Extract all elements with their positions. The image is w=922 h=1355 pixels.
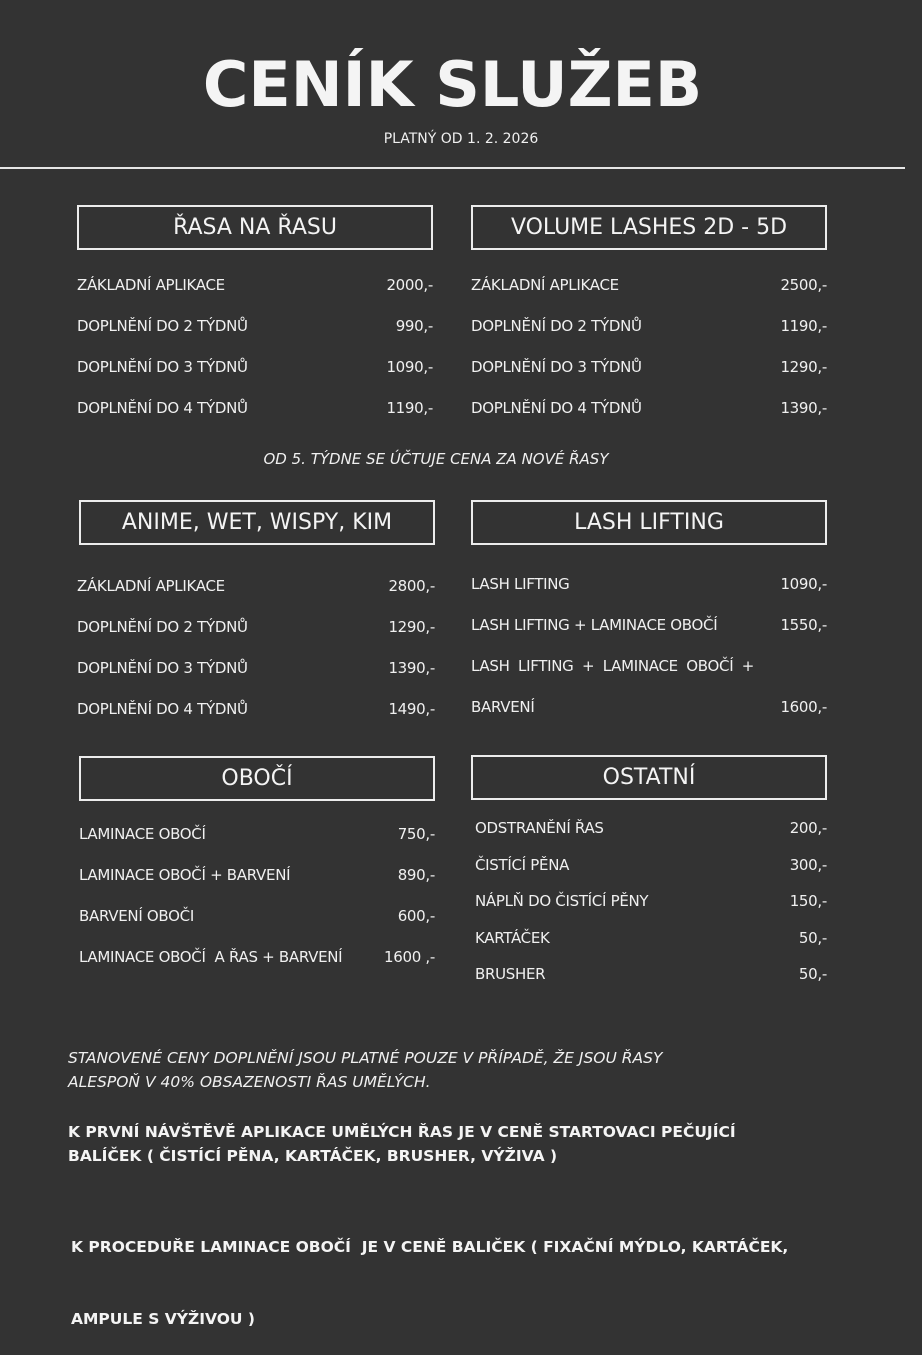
lamination-note — [71, 1187, 851, 1355]
price-row — [475, 920, 827, 957]
service-label: DOPLNĚNÍ DO 3 TÝDNŮ — [77, 658, 248, 677]
section-title: OSTATNÍ — [471, 755, 827, 800]
service-label: BARVENÍ — [471, 697, 535, 716]
service-price: 1390,- — [780, 398, 827, 417]
price-row — [471, 604, 827, 645]
price-row — [77, 565, 435, 606]
price-row — [471, 563, 827, 604]
service-price: 1090,- — [780, 574, 827, 593]
service-label: ZÁKLADNÍ APLIKACE — [471, 275, 619, 294]
service-price: 990,- — [395, 316, 433, 335]
price-row — [471, 305, 827, 346]
section-ostatni — [471, 755, 827, 993]
service-price: 50,- — [798, 928, 827, 947]
section-title: ŘASA NA ŘASU — [77, 205, 433, 250]
header-divider — [0, 167, 905, 169]
service-price: 1390,- — [388, 658, 435, 677]
service-price: 50,- — [798, 965, 827, 984]
price-row — [475, 883, 827, 920]
price-row — [471, 686, 827, 727]
service-label: DOPLNĚNÍ DO 4 TÝDNŮ — [471, 398, 642, 417]
refill-condition-note — [68, 1046, 828, 1094]
service-label: KARTÁČEK — [475, 928, 550, 947]
service-label: DOPLNĚNÍ DO 2 TÝDNŮ — [77, 316, 248, 335]
note-line: BALÍČEK ( ČISTÍCÍ PĚNA, KARTÁČEK, BRUSHER, VÝŽIVA ) — [68, 1147, 558, 1165]
service-price: 1190,- — [386, 398, 433, 417]
service-price: 1090,- — [386, 357, 433, 376]
service-label: LAMINACE OBOČÍ — [79, 824, 206, 843]
note-line: STANOVENÉ CENY DOPLNĚNÍ JSOU PLATNÉ POUZE V PŘÍPADĚ, ŽE JSOU ŘASY — [68, 1049, 663, 1067]
service-price: 1290,- — [780, 357, 827, 376]
service-price: 750,- — [397, 824, 435, 843]
price-row — [77, 647, 435, 688]
price-row — [471, 645, 827, 686]
service-price: 150,- — [789, 892, 827, 911]
price-row — [77, 606, 435, 647]
service-price: 600,- — [397, 906, 435, 925]
section-title: VOLUME LASHES 2D - 5D — [471, 205, 827, 250]
service-price: 2000,- — [386, 275, 433, 294]
service-label: DOPLNĚNÍ DO 4 TÝDNŮ — [77, 398, 248, 417]
service-label: BRUSHER — [475, 965, 546, 984]
first-visit-note — [68, 1120, 848, 1168]
service-label: LAMINACE OBOČÍ A ŘAS + BARVENÍ — [79, 947, 343, 966]
price-row — [471, 264, 827, 305]
service-price: 300,- — [789, 855, 827, 874]
price-row — [77, 346, 433, 387]
service-label: ZÁKLADNÍ APLIKACE — [77, 275, 225, 294]
price-row — [77, 264, 433, 305]
section-title: OBOČÍ — [79, 756, 435, 801]
section-rasa-na-rasu — [77, 205, 433, 428]
price-row — [475, 956, 827, 993]
price-row — [79, 813, 435, 854]
price-row — [77, 688, 435, 729]
refill-note: OD 5. TÝDNE SE ÚČTUJE CENA ZA NOVÉ ŘASY — [263, 450, 609, 468]
service-price: 2800,- — [388, 576, 435, 595]
service-label: DOPLNĚNÍ DO 2 TÝDNŮ — [471, 316, 642, 335]
service-price: 1290,- — [388, 617, 435, 636]
service-label: NÁPLŇ DO ČISTÍCÍ PĚNY — [475, 892, 649, 911]
note-line: AMPULE S VÝŽIVOU ) — [71, 1310, 255, 1328]
service-label: DOPLNĚNÍ DO 3 TÝDNŮ — [471, 357, 642, 376]
service-label: ZÁKLADNÍ APLIKACE — [77, 576, 225, 595]
service-label: DOPLNĚNÍ DO 4 TÝDNŮ — [77, 699, 248, 718]
price-row — [475, 810, 827, 847]
service-price: 200,- — [789, 819, 827, 838]
service-label: DOPLNĚNÍ DO 3 TÝDNŮ — [77, 357, 248, 376]
note-line: ALESPOŇ V 40% OBSAZENOSTI ŘAS UMĚLÝCH. — [68, 1073, 431, 1091]
price-row — [79, 895, 435, 936]
service-label: LASH LIFTING + LAMINACE OBOČÍ + — [471, 656, 755, 675]
service-price: 1550,- — [780, 615, 827, 634]
price-row — [79, 936, 435, 977]
section-oboci — [79, 756, 435, 977]
service-label: LAMINACE OBOČÍ + BARVENÍ — [79, 865, 291, 884]
validity-date: PLATNÝ OD 1. 2. 2026 — [383, 131, 539, 147]
price-row — [475, 847, 827, 884]
section-volume-lashes — [471, 205, 827, 428]
note-line: K PRVNÍ NÁVŠTĚVĚ APLIKACE UMĚLÝCH ŘAS JE V CENĚ STARTOVACI PEČUJÍCÍ — [68, 1123, 736, 1141]
price-row — [79, 854, 435, 895]
page-title: CENÍK SLUŽEB — [202, 48, 703, 121]
service-price: 1600 ,- — [383, 947, 435, 966]
service-price: 1600,- — [780, 697, 827, 716]
service-label: BARVENÍ OBOČI — [79, 906, 194, 925]
service-label: ČISTÍCÍ PĚNA — [475, 855, 570, 874]
section-title: ANIME, WET, WISPY, KIM — [79, 500, 435, 545]
service-price: 1190,- — [780, 316, 827, 335]
service-label: LASH LIFTING — [471, 574, 570, 593]
price-row — [471, 346, 827, 387]
price-row — [77, 305, 433, 346]
service-label: LASH LIFTING + LAMINACE OBOČÍ — [471, 615, 718, 634]
service-label: DOPLNĚNÍ DO 2 TÝDNŮ — [77, 617, 248, 636]
service-price: 2500,- — [780, 275, 827, 294]
section-anime-wet-wispy-kim — [79, 500, 435, 729]
service-price: 890,- — [397, 865, 435, 884]
service-label: ODSTRANĚNÍ ŘAS — [475, 819, 604, 838]
price-row — [471, 387, 827, 428]
price-row — [77, 387, 433, 428]
note-line: K PROCEDUŘE LAMINACE OBOČÍ JE V CENĚ BALIČEK ( FIXAČNÍ MÝDLO, KARTÁČEK, — [71, 1238, 789, 1256]
service-price: 1490,- — [388, 699, 435, 718]
section-title: LASH LIFTING — [471, 500, 827, 545]
section-lash-lifting — [471, 500, 827, 727]
